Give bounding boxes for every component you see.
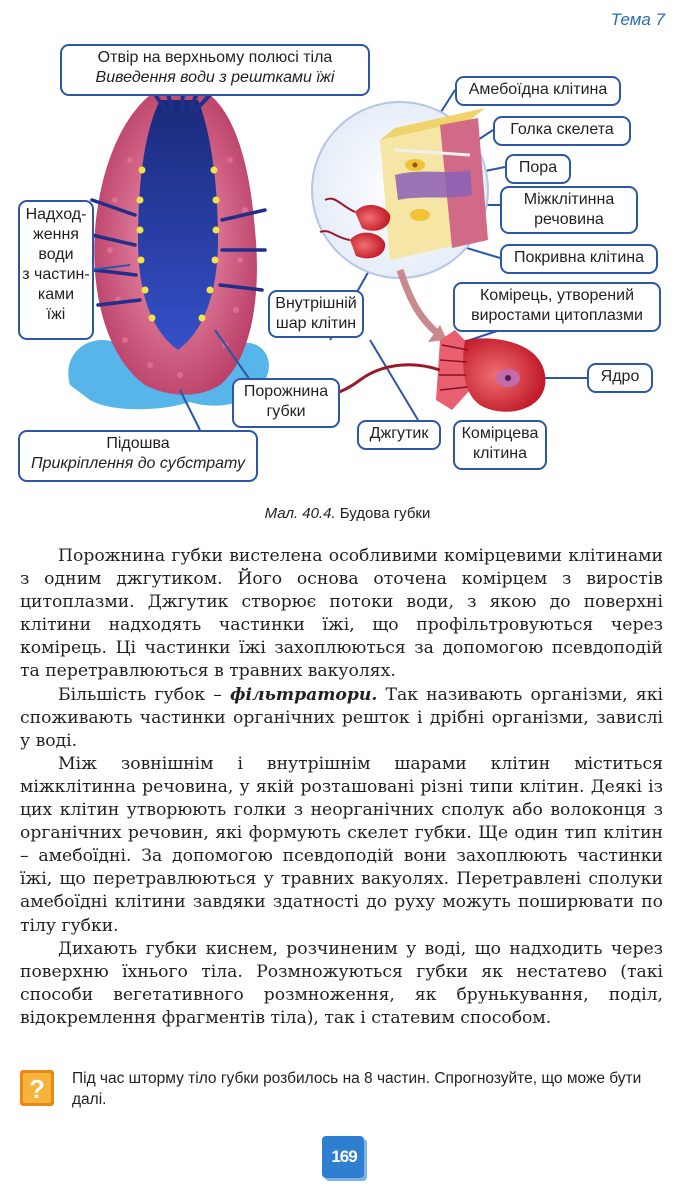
label-top-opening-title: Отвір на верхньому полюсі тіла (97, 49, 333, 66)
label-water-line-2: ження (33, 226, 79, 243)
label-inner-layer (268, 290, 364, 338)
paragraph-4: Дихають губки киснем, розчиненим у воді, що надходить через поверхню їхнього тіла. Розмножуються губки як нестатево (такі способи вегетативного розмноження, як брунькування, поділ, відокремлення фрагментів тіла), так і статевим способом. (20, 938, 663, 1028)
label-top-opening-desc: Виведення води з рештками їжі (95, 69, 335, 86)
label-cavity-1: Порожнина (243, 383, 329, 400)
label-top-opening (60, 44, 370, 96)
label-spicule: Голка скелета (493, 116, 631, 146)
question-icon (20, 1070, 54, 1106)
label-cover-cell: Покривна клітина (500, 244, 658, 274)
label-base (18, 430, 258, 482)
question-text: Під час шторму тіло губки розбилось на 8 частин. Спрогнозуйте, що може бути далі. (72, 1070, 642, 1108)
label-cavity-2: губки (266, 403, 306, 420)
label-water-line-6: їжі (46, 306, 66, 323)
paragraph-2-end: Так називають організми, які споживають частинки органічних решток і дрібні організми, завислі у воді. (20, 684, 663, 751)
label-collar-cell-2: клітина (472, 445, 528, 462)
label-water-inflow (18, 200, 94, 340)
label-intercellular (500, 186, 638, 234)
caption-text: Будова губки (339, 505, 431, 522)
label-nucleus: Ядро (587, 363, 653, 393)
term-filtrators: фільтратори. (229, 684, 378, 705)
label-collar-1: Комірець, утворений (479, 287, 634, 304)
label-collar-cell (453, 420, 547, 470)
label-collar-2: виростами цитоплазми (471, 307, 643, 324)
topic-header: Тема 7 (610, 10, 665, 29)
wall-section (380, 108, 488, 260)
body-text (20, 545, 663, 1030)
label-water-line-1: Надход- (25, 206, 87, 223)
label-inner-layer-1: Внутрішній (275, 295, 357, 312)
page-number (322, 1136, 368, 1182)
label-water-line-5: ками (37, 286, 75, 303)
label-cavity (232, 378, 340, 428)
paragraph-3: Між зовнішнім і внутрішнім шарами клітин міститься міжклітинна речовина, у якій розташовані різні типи клітин. Деякі із цих клітин утворюють голки з неорганічних сполук або волоконця з органічних речовин, які формують скелет губки. Ще один тип клітин – амебоїдні. За допомогою псевдоподій вони захоплюють частинки їжі, що перетравлюються у травних вакуолях. Перетравлені сполуки амебоїдні клітини завдяки здатності до руху можуть поширювати по тілу губки. (20, 753, 663, 936)
label-base-desc: Прикріплення до субстрату (30, 455, 245, 472)
paragraph-1: Порожнина губки вистелена особливими комірцевими клітинами з одним джгутиком. Його основа оточена комірцем з виростів цитоплазми. Джгутик створює потоки води, з якою до поверхні клітини надходять частинки їжі, що профільтровуються через комірець. Ці частинки їжі захоплюються за допомогою псевдоподій та перетравлюються в травних вакуолях. (20, 546, 663, 682)
label-pore: Пора (505, 154, 571, 184)
sponge-structure-figure (0, 0, 695, 500)
label-amoeboid-cell: Амебоїдна клітина (455, 76, 621, 106)
label-water-line-4: з частин- (22, 266, 90, 283)
label-base-title: Підошва (106, 435, 170, 452)
question-block (20, 1070, 663, 1116)
label-water-line-3: води (38, 246, 74, 263)
question-icon-glyph: ? (29, 1074, 45, 1104)
zoom-arrow (400, 270, 440, 335)
page-number-text: 169 (331, 1147, 357, 1166)
label-intercellular-1: Міжклітинна (523, 191, 615, 208)
figure-caption (0, 505, 695, 522)
label-collar (453, 282, 661, 332)
label-intercellular-2: речовина (534, 211, 604, 228)
label-inner-layer-2: шар клітин (275, 315, 357, 332)
paragraph-2-start: Більшість губок – (58, 684, 222, 705)
caption-number: Мал. 40.4. (264, 505, 336, 522)
paragraph-2 (20, 684, 663, 753)
label-collar-cell-1: Комірцева (461, 425, 539, 442)
label-flagellum: Джгутик (357, 420, 441, 450)
